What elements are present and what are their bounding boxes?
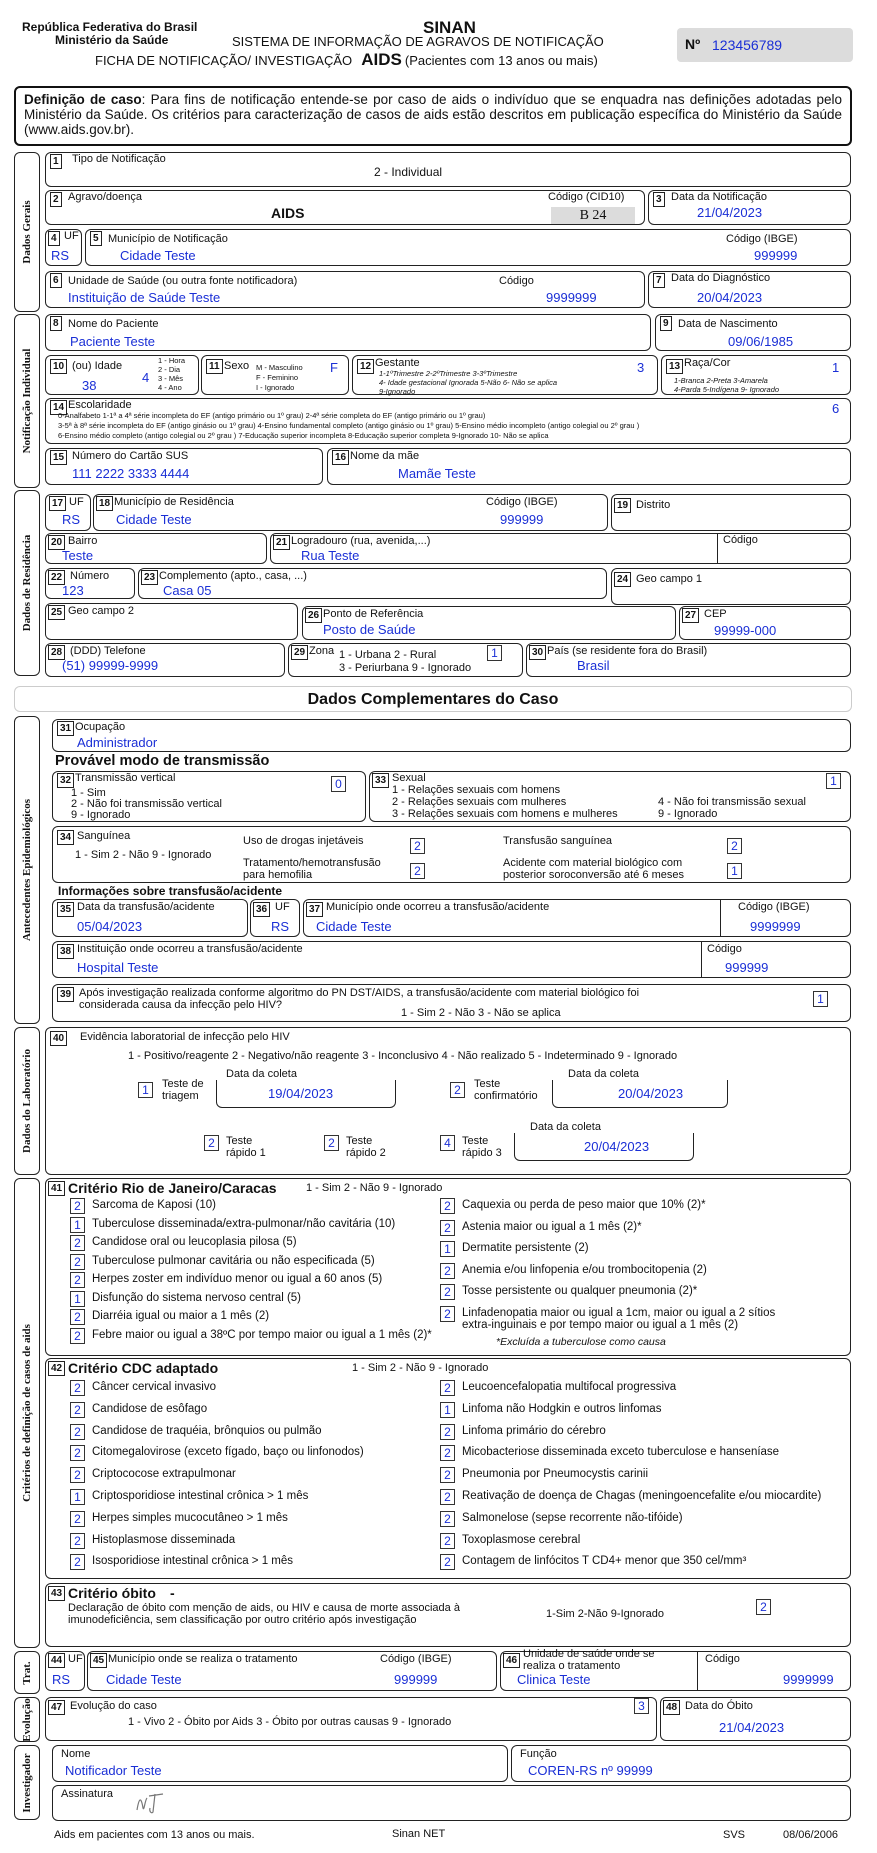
criterion-label: Dermatite persistente (2) bbox=[462, 1242, 589, 1254]
criterion-label: Diarréia igual ou maior a 1 mês (2) bbox=[92, 1310, 270, 1322]
field-8-nome-paciente[interactable]: 8 Nome do Paciente Paciente Teste bbox=[45, 314, 651, 351]
field-7-data-diagnostico[interactable]: 7 Data do Diagnóstico 20/04/2023 bbox=[648, 271, 851, 308]
criterion-checkbox[interactable]: 1 bbox=[440, 1241, 455, 1257]
field-41-criterio-rio-caracas[interactable]: 41 Critério Rio de Janeiro/Caracas 1 - Sim 2 - Não 9 - Ignorado 2 Sarcoma de Kaposi (10) 1 Tuberculose disseminada/extra-pulmonar/não cavitária (10) 2 Candidose oral ou leucoplasia pilosa (5) 2 Tuberculose pulmonar cavitária ou não especificada (5) 2 Herpes zoster em indivíduo menor ou igual a 60 anos (5) 1 Disfunção do sistema nervoso central (5) 2 Diarréia igual ou maior a 1 mês (2) 2 Febre maior ou igual a 38ºC por tempo maior ou igual a 1 mês (2)* 2 Caquexia ou perda de peso maior que 10% (2)* 2 Astenia maior ou igual a 1 mês (2)* 1 Dermatite persistente (2) 2 Anemia e/ou linfopenia e/ou trombocitopenia (2) 2 Tosse persistente ou qualquer pneumonia (2)* 2 Linfadenopatia maior ou igual a 1cm, maior ou igual a 2 sítios extra-inguinais e por tempo maior ou igual a 1 mês (2) *Excluída a tuberculose como causa bbox=[45, 1178, 851, 1356]
criterion-label: Herpes simples mucocutâneo > 1 mês bbox=[92, 1511, 288, 1524]
field-4-uf[interactable]: 4 UF RS bbox=[45, 229, 82, 266]
field-19-distrito[interactable]: 19 Distrito bbox=[611, 494, 851, 531]
field-24-geo-campo-1[interactable]: 24 Geo campo 1 bbox=[611, 568, 851, 605]
criterion-label: Reativação de doença de Chagas (meningoencefalite e/ou miocardite) bbox=[462, 1490, 822, 1502]
field-12-gestante[interactable]: 12 Gestante 1-1ºTrimestre 2-2ºTrimestre 3-3ºTrimestre 4- Idade gestacional Ignorada 5-Não 6- Não se aplica 9-Ignorado 3 bbox=[352, 355, 658, 395]
field-13-raca-cor[interactable]: 13 Raça/Cor 1 1-Branca 2-Preta 3-Amarela 4-Parda 5-Indígena 9- Ignorado bbox=[661, 355, 851, 395]
field-48-data-obito[interactable]: 48 Data do Óbito 21/04/2023 bbox=[660, 1697, 851, 1741]
criterion-label: Contagem de linfócitos T CD4+ menor que 350 cel/mm³ bbox=[462, 1555, 747, 1568]
criterion-checkbox[interactable]: 2 bbox=[70, 1533, 85, 1549]
criterion-label: Citomegalovirose (exceto fígado, baço ou linfonodos) bbox=[92, 1446, 364, 1459]
section-antecedentes: Antecedentes Epidemiológicos bbox=[14, 716, 40, 1024]
field-3-data-notificacao[interactable]: 3 Data da Notificação 21/04/2023 bbox=[648, 190, 851, 225]
field-47-evolucao-caso[interactable]: 47 Evolução do caso 1 - Vivo 2 - Óbito por Aids 3 - Óbito por outras causas 9 - Ignorado 3 bbox=[45, 1697, 657, 1741]
transmissao-title: Provável modo de transmissão bbox=[55, 753, 270, 769]
field-14-escolaridade[interactable]: 14 Escolaridade 0-Analfabeto 1-1ª a 4ª série incompleta do EF (antigo primário ou 1º grau) 2-4ª série completa do EF (antigo primário ou 1º grau) 3-5ª à 8ª série incompleta do EF (antigo ginásio ou 1º grau) 4-Ensino fundamental completo (antigo ginásio ou 1º grau) 5-Ensino médio incompleto (antigo colegial ou 2º grau ) 6-Ensino médio completo (antigo colegial ou 2º grau ) 7-Educação superior incompleta 8-Educação superior completa 9-Ignorado 10- Não se aplica 6 bbox=[45, 398, 851, 444]
field-44-uf[interactable]: 44 UF RS bbox=[45, 1651, 85, 1691]
field-38-instituicao-transfusao[interactable]: 38 Instituição onde ocorreu a transfusão/acidente Hospital Teste Código 999999 bbox=[52, 941, 851, 978]
footer-svs: SVS bbox=[723, 1829, 746, 1841]
criterion-checkbox[interactable]: 2 bbox=[440, 1489, 455, 1505]
transfusao-title: Informações sobre transfusão/acidente bbox=[58, 884, 283, 898]
criterion-label: Histoplasmose disseminada bbox=[92, 1533, 236, 1546]
criterion-checkbox[interactable]: 2 bbox=[70, 1554, 85, 1570]
criterion-checkbox[interactable]: 2 bbox=[70, 1328, 85, 1344]
field-40-evidencia-laboratorial[interactable]: 40 Evidência laboratorial de infecção pelo HIV 1 - Positivo/reagente 2 - Negativo/não reagente 3 - Inconclusivo 4 - Não realizado 5 - Indeterminado 9 - Ignorado 1 Teste de triagem Data da coleta 19/04/2023 2 Teste confirmatório Data da coleta 20/04/2023 2 Teste rápido 1 2 Teste rápido 2 4 Teste rápido 3 Data da coleta 20/04/2023 bbox=[45, 1027, 851, 1175]
criterion-checkbox[interactable]: 2 bbox=[440, 1511, 455, 1527]
criterion-label: Linfoma primário do cérebro bbox=[462, 1424, 606, 1437]
criterion-checkbox[interactable]: 1 bbox=[70, 1291, 85, 1307]
criterion-label: Pneumonia por Pneumocystis carinii bbox=[462, 1468, 649, 1481]
criterion-checkbox[interactable]: 2 bbox=[70, 1235, 85, 1251]
signature-drawing bbox=[133, 1790, 173, 1816]
criterion-label: Tuberculose pulmonar cavitária ou não especificada (5) bbox=[92, 1254, 375, 1267]
field-21-logradouro[interactable]: 21 Logradouro (rua, avenida,...) Rua Teste Código bbox=[270, 533, 851, 564]
criterion-checkbox[interactable]: 2 bbox=[70, 1272, 85, 1288]
criterion-label: Astenia maior ou igual a 1 mês (2)* bbox=[462, 1220, 642, 1233]
investigador-funcao[interactable]: Função COREN-RS nº 99999 bbox=[511, 1745, 851, 1782]
system-name: SISTEMA DE INFORMAÇÃO DE AGRAVOS DE NOTIFICAÇÃO bbox=[232, 34, 604, 49]
section-evolucao: Evolução bbox=[14, 1697, 40, 1742]
criterion-checkbox[interactable]: 1 bbox=[440, 1402, 455, 1418]
criterion-label: Criptosporidiose intestinal crônica > 1 mês bbox=[92, 1490, 309, 1502]
field-45-municipio-tratamento[interactable]: 45 Município onde se realiza o tratamento Cidade Teste Código (IBGE) 999999 bbox=[87, 1651, 497, 1691]
field-6-unidade-saude[interactable]: 6 Unidade de Saúde (ou outra fonte notificadora) Instituição de Saúde Teste Código 9999999 bbox=[45, 271, 645, 308]
field-22-numero[interactable]: 22 Número 123 bbox=[45, 568, 135, 599]
criterion-label: Criptococose extrapulmonar bbox=[92, 1468, 236, 1481]
footer-center: Sinan NET bbox=[392, 1828, 446, 1840]
criterion-label: Herpes zoster em indivíduo menor ou igual a 60 anos (5) bbox=[92, 1273, 383, 1285]
criterion-checkbox[interactable]: 2 bbox=[70, 1254, 85, 1270]
field-46-unidade-tratamento[interactable]: 46 Unidade de saúde onde se realiza o tratamento Clinica Teste Código 9999999 bbox=[500, 1651, 851, 1691]
section-investigador: Investigador bbox=[14, 1745, 40, 1820]
field-35-data-transfusao[interactable]: 35 Data da transfusão/acidente 05/04/2023 bbox=[52, 899, 248, 937]
field-37-municipio-transfusao[interactable]: 37 Município onde ocorreu a transfusão/acidente Cidade Teste Código (IBGE) 9999999 bbox=[303, 899, 851, 937]
criterion-checkbox[interactable]: 2 bbox=[70, 1380, 85, 1396]
section-trat: Trat. bbox=[14, 1651, 40, 1694]
field-34-sanguinea[interactable]: 34 Sanguínea 1 - Sim 2 - Não 9 - Ignorado Uso de drogas injetáveis 2 Tratamento/hemotransfusão para hemofilia 2 Transfusão sanguínea 2 Acidente com material biológico com posterior soroconversão até 6 meses 1 bbox=[52, 826, 851, 883]
criterion-checkbox[interactable]: 2 bbox=[440, 1554, 455, 1570]
criterion-label: Sarcoma de Kaposi (10) bbox=[92, 1199, 217, 1211]
criterion-label: Candidose oral ou leucoplasia pilosa (5) bbox=[92, 1236, 297, 1248]
field-20-bairro[interactable]: 20 Bairro Teste bbox=[45, 533, 267, 564]
gov-line-1: República Federativa do Brasil bbox=[22, 20, 198, 34]
criterion-label: Leucoencefalopatia multifocal progressiva bbox=[462, 1381, 677, 1393]
footer-left: Aids em pacientes com 13 anos ou mais. bbox=[54, 1829, 255, 1841]
criterion-checkbox[interactable]: 2 bbox=[440, 1445, 455, 1461]
field-33-sexual[interactable]: 33 Sexual 1 - Relações sexuais com homens 2 - Relações sexuais com mulheres 3 - Relações sexuais com homens e mulheres 4 - Não foi transmissão sexual 9 - Ignorado 1 bbox=[369, 771, 851, 822]
field-27-cep[interactable]: 27 CEP 99999-000 bbox=[679, 606, 851, 640]
criterion-checkbox[interactable]: 2 bbox=[70, 1467, 85, 1483]
criterion-checkbox[interactable]: 2 bbox=[440, 1380, 455, 1396]
field-15-cartao-sus[interactable]: 15 Número do Cartão SUS 111 2222 3333 4444 bbox=[45, 448, 323, 485]
field-36-uf[interactable]: 36 UF RS bbox=[250, 899, 300, 937]
criterion-label: Micobacteriose disseminada exceto tuberculose e hanseníase bbox=[462, 1446, 780, 1459]
field-5-municipio-notificacao[interactable]: 5 Município de Notificação Cidade Teste Código (IBGE) 999999 bbox=[85, 229, 851, 266]
criterion-checkbox[interactable]: 2 bbox=[440, 1533, 455, 1549]
criterion-checkbox[interactable]: 1 bbox=[70, 1217, 85, 1233]
criterion-label: Isosporidiose intestinal crônica > 1 mês bbox=[92, 1555, 294, 1568]
field-9-data-nascimento[interactable]: 9 Data de Nascimento 09/06/1985 bbox=[655, 314, 851, 351]
criterion-label: Candidose de traquéia, brônquios ou pulmão bbox=[92, 1424, 322, 1437]
criterion-checkbox[interactable]: 2 bbox=[70, 1424, 85, 1440]
criterion-label: Tuberculose disseminada/extra-pulmonar/não cavitária (10) bbox=[92, 1217, 396, 1230]
section-laboratorio: Dados do Laboratório bbox=[14, 1027, 40, 1175]
criterion-checkbox[interactable]: 2 bbox=[440, 1198, 455, 1214]
criterion-label: Câncer cervical invasivo bbox=[92, 1381, 216, 1393]
criterion-checkbox[interactable]: 2 bbox=[70, 1402, 85, 1418]
notification-number: 123456789 bbox=[712, 37, 783, 53]
complementares-title: Dados Complementares do Caso bbox=[14, 686, 852, 712]
criterion-label: Linfoma não Hodgkin e outros linfomas bbox=[462, 1402, 662, 1415]
criterion-checkbox[interactable]: 2 bbox=[70, 1309, 85, 1325]
section-criterios: Critérios de definição de casos de aids bbox=[14, 1178, 40, 1648]
criterion-checkbox[interactable]: 2 bbox=[70, 1198, 85, 1214]
section-dados-gerais: Dados Gerais bbox=[14, 152, 40, 312]
field-42-criterio-cdc[interactable]: 42 Critério CDC adaptado 1 - Sim 2 - Não 9 - Ignorado 2 Câncer cervical invasivo 2 Candidose de esôfago 2 Candidose de traquéia, brônquios ou pulmão 2 Citomegalovirose (exceto fígado, baço ou linfonodos) 2 Criptococose extrapulmonar 1 Criptosporidiose intestinal crônica > 1 mês 2 Herpes simples mucocutâneo > 1 mês 2 Histoplasmose disseminada 2 Isosporidiose intestinal crônica > 1 mês 2 Leucoencefalopatia multifocal progressiva 1 Linfoma não Hodgkin e outros linfomas 2 Linfoma primário do cérebro 2 Micobacteriose disseminada exceto tuberculose e hanseníase 2 Pneumonia por Pneumocystis carinii 2 Reativação de doença de Chagas (meningoencefalite e/ou miocardite) 2 Salmonelose (sepse recorrente não-tifóide) 2 Toxoplasmose cerebral 2 Contagem de linfócitos T CD4+ menor que 350 cel/mm³ bbox=[45, 1358, 851, 1579]
field-31-ocupacao[interactable]: 31 Ocupação Administrador bbox=[52, 719, 851, 752]
criterion-label: Candidose de esôfago bbox=[92, 1402, 208, 1415]
sinan-title: SINAN bbox=[423, 18, 476, 37]
criterion-checkbox[interactable]: 2 bbox=[440, 1284, 455, 1300]
field-26-ponto-referencia[interactable]: 26 Ponto de Referência Posto de Saúde bbox=[302, 606, 676, 640]
criterion-label: Salmonelose (sepse recorrente não-tifóide) bbox=[462, 1511, 683, 1524]
investigador-nome[interactable]: Nome Notificador Teste bbox=[52, 1745, 508, 1782]
criterion-label: Febre maior ou igual a 38ºC por tempo maior ou igual a 1 mês (2)* bbox=[92, 1328, 432, 1341]
case-definition: Definição de caso: Para fins de notificação entende-se por caso de aids o indivíduo que se enquadra nas definições adotadas pelo Ministério da Saúde. Os critérios para caracterização de casos de aids estão descritos em publicação específica do Ministério da Saúde (www.aids.gov.br). bbox=[14, 86, 852, 146]
criterion-label: Linfadenopatia maior ou igual a 1cm, maior ou igual a 2 sítios bbox=[462, 1306, 776, 1319]
section-dados-residencia: Dados de Residência bbox=[14, 490, 40, 676]
field-32-transmissao-vertical[interactable]: 32 Transmissão vertical 1 - Sim 2 - Não foi transmissão vertical 9 - Ignorado 0 bbox=[52, 771, 366, 822]
field-28-telefone[interactable]: 28 (DDD) Telefone (51) 99999-9999 bbox=[45, 643, 285, 677]
investigador-assinatura[interactable]: Assinatura bbox=[52, 1785, 851, 1821]
criterion-label-line-2: extra-inguinais e por tempo maior ou igual a 1 mês (2) bbox=[462, 1318, 739, 1331]
criterion-label: Anemia e/ou linfopenia e/ou trombocitopenia (2) bbox=[462, 1263, 707, 1276]
field-18-municipio-residencia[interactable]: 18 Município de Residência Cidade Teste Código (IBGE) 999999 bbox=[93, 494, 608, 531]
notification-number-box: Nº 123456789 bbox=[677, 28, 853, 62]
field-43-criterio-obito[interactable]: 43 Critério óbito - Declaração de óbito com menção de aids, ou HIV e causa de morte associada à imunodeficiência, sem classificação por outro critério após investigação 1-Sim 2-Não 9-Ignorado 2 bbox=[45, 1583, 851, 1647]
field-25-geo-campo-2[interactable]: 25 Geo campo 2 bbox=[45, 603, 298, 640]
field-1-tipo-notificacao[interactable]: 1 Tipo de Notificação 2 - Individual bbox=[45, 152, 851, 187]
criterion-checkbox[interactable]: 2 bbox=[440, 1220, 455, 1236]
criterion-label: Caquexia ou perda de peso maior que 10% (2)* bbox=[462, 1199, 706, 1211]
criterion-checkbox[interactable]: 2 bbox=[440, 1306, 455, 1322]
criterion-label: Tosse persistente ou qualquer pneumonia (2)* bbox=[462, 1285, 698, 1297]
field-11-sexo[interactable]: 11 Sexo M - Masculino F - Feminino I - Ignorado F bbox=[201, 355, 349, 395]
criterion-label: Toxoplasmose cerebral bbox=[462, 1533, 581, 1546]
criterion-checkbox[interactable]: 2 bbox=[440, 1467, 455, 1483]
field-10-idade[interactable]: 10 (ou) Idade 38 4 1 - Hora 2 - Dia 3 - Mês 4 - Ano bbox=[45, 355, 199, 395]
footer-date: 08/06/2006 bbox=[783, 1829, 839, 1841]
criterion-checkbox[interactable]: 2 bbox=[440, 1424, 455, 1440]
field-17-uf[interactable]: 17 UF RS bbox=[45, 494, 91, 531]
form-title: FICHA DE NOTIFICAÇÃO/ INVESTIGAÇÃO AIDS (Pacientes com 13 anos ou mais) bbox=[95, 50, 598, 69]
criterion-checkbox[interactable]: 2 bbox=[440, 1263, 455, 1279]
field-16-nome-mae[interactable]: 16 Nome da mãe Mamãe Teste bbox=[327, 448, 851, 485]
criterion-checkbox[interactable]: 1 bbox=[70, 1489, 85, 1505]
criterion-label: Disfunção do sistema nervoso central (5) bbox=[92, 1291, 302, 1304]
field-39-causa-infeccao[interactable]: 39 Após investigação realizada conforme algoritmo do PN DST/AIDS, a transfusão/acidente com material biológico foi considerada causa da infecção pelo HIV? 1 - Sim 2 - Não 3 - Não se aplica 1 bbox=[52, 984, 851, 1022]
field-29-zona[interactable]: 29 Zona 1 - Urbana 2 - Rural 3 - Periurbana 9 - Ignorado 1 bbox=[288, 643, 523, 677]
cid-code: B 24 bbox=[551, 207, 635, 224]
field-30-pais[interactable]: 30 País (se residente fora do Brasil) Brasil bbox=[526, 643, 851, 677]
section-notificacao-individual: Notificação Individual bbox=[14, 314, 40, 488]
gov-line-2: Ministério da Saúde bbox=[55, 33, 169, 47]
criterion-checkbox[interactable]: 2 bbox=[70, 1445, 85, 1461]
field-2-agravo[interactable]: 2 Agravo/doença AIDS Código (CID10) B 24 bbox=[45, 190, 645, 225]
criterion-checkbox[interactable]: 2 bbox=[70, 1511, 85, 1527]
field-23-complemento[interactable]: 23 Complemento (apto., casa, ...) Casa 05 bbox=[138, 568, 607, 599]
